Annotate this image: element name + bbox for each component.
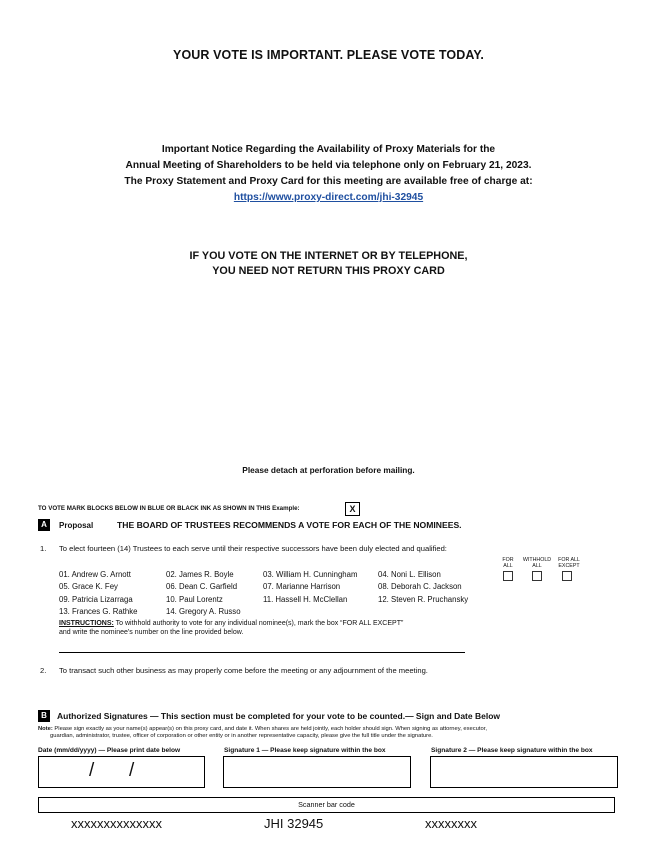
nominee-column-1 [59, 569, 137, 618]
detach-instruction: Please detach at perforation before mailing. [242, 465, 415, 475]
nominee: 04. Noni L. Ellison [378, 570, 441, 579]
signature-2-field[interactable] [430, 756, 618, 788]
nominee: 02. James R. Boyle [166, 570, 234, 579]
internet-notice-line-1: IF YOU VOTE ON THE INTERNET OR BY TELEPHONE, [189, 250, 468, 262]
nominee-column-4 [378, 569, 468, 606]
for-all-checkbox[interactable] [503, 571, 513, 581]
instructions-label: INSTRUCTIONS: [59, 620, 114, 627]
headline: YOUR VOTE IS IMPORTANT. PLEASE VOTE TODAY. [173, 48, 484, 62]
mark-instructions: TO VOTE MARK BLOCKS BELOW IN BLUE OR BLACK INK AS SHOWN IN THIS Example: [38, 505, 300, 512]
option-label: EXCEPT [558, 563, 580, 569]
item-2-text: To transact such other business as may properly come before the meeting or any adjournment of the meeting. [59, 666, 428, 675]
for-all-except-checkbox[interactable] [562, 571, 572, 581]
nominee: 09. Patricia Lizarraga [59, 594, 133, 604]
footer-code-left: xxxxxxxxxxxxxx [71, 816, 162, 831]
signature-1-field[interactable] [223, 756, 411, 788]
for-all-header [496, 557, 520, 569]
withhold-all-header [520, 557, 554, 569]
section-b-badge: B [38, 710, 50, 722]
internet-vote-notice [0, 249, 657, 279]
nominee: 06. Dean C. Garfield [166, 582, 238, 592]
nominee-column-2 [166, 569, 241, 618]
nominee: 08. Deborah C. Jackson [378, 582, 462, 592]
signing-note [38, 726, 618, 740]
nominee: 05. Grace K. Fey [59, 582, 118, 592]
item-1-number: 1. [40, 544, 47, 553]
notice-line-1: Important Notice Regarding the Availability of Proxy Materials for the [161, 144, 496, 155]
item-1-text: To elect fourteen (14) Trustees to each serve until their respective successors have been duly elected and qualified: [59, 544, 447, 553]
authorized-signatures-title: Authorized Signatures — This section must be completed for your vote to be counted.— Sign and Date Below [57, 711, 500, 721]
note-label: Note: [38, 726, 53, 732]
nominee: 13. Frances G. Rathke [59, 606, 138, 616]
scanner-bar-code: Scanner bar code [38, 797, 615, 813]
option-label: ALL [532, 563, 542, 569]
nominee: 10. Paul Lorentz [166, 594, 223, 604]
date-slash: / [129, 760, 135, 781]
nominee: 12. Steven R. Pruchansky [378, 594, 469, 604]
date-slash: / [89, 760, 95, 781]
date-label: Date (mm/dd/yyyy) — Please print date below [38, 747, 181, 754]
nominee-column-3 [263, 569, 357, 606]
nominee: 01. Andrew G. Arnott [59, 570, 131, 579]
option-label: FOR [502, 557, 514, 563]
internet-notice-line-2: YOU NEED NOT RETURN THIS PROXY CARD [212, 265, 445, 277]
example-mark-box: X [345, 502, 360, 516]
proxy-availability-notice [0, 142, 657, 206]
notice-line-2: Annual Meeting of Shareholders to be held via telephone only on February 21, 2023. [125, 160, 532, 171]
section-a-label: Proposal [59, 521, 94, 530]
footer-code-middle: JHI 32945 [264, 816, 324, 831]
nominee: 11. Hassell H. McClellan [263, 594, 348, 604]
option-label: FOR ALL [558, 557, 580, 563]
item-2-number: 2. [40, 666, 47, 675]
note-text-1: Please sign exactly as your name(s) appear(s) on this proxy card, and date it. When shares are held jointly, each holder should sign. When signing as attorney, executor, [52, 726, 487, 732]
section-a-badge: A [38, 519, 50, 531]
for-all-except-header [554, 557, 584, 569]
proxy-materials-link[interactable]: https://www.proxy-direct.com/jhi-32945 [233, 192, 424, 203]
exception-write-in-line[interactable] [59, 652, 465, 653]
option-label: WITHHOLD [522, 557, 552, 563]
date-field[interactable] [38, 756, 205, 788]
notice-line-3: The Proxy Statement and Proxy Card for this meeting are available free of charge at: [124, 176, 533, 187]
instructions-text: To withhold authority to vote for any individual nominee(s), mark the box “FOR ALL EXCEPT” [113, 620, 404, 627]
nominee: 07. Marianne Harrison [263, 582, 341, 592]
signature-2-label: Signature 2 — Please keep signature within the box [431, 747, 593, 754]
board-recommendation: THE BOARD OF TRUSTEES RECOMMENDS A VOTE FOR EACH OF THE NOMINEES. [117, 520, 462, 530]
withhold-all-checkbox[interactable] [532, 571, 542, 581]
instructions-text-2: and write the nominee’s number on the line provided below. [59, 629, 244, 636]
nominee: 03. William H. Cunningham [263, 570, 358, 579]
note-text-2: guardian, administrator, trustee, officer of corporation or other entity or in another representative capacity, please give the full title under the signature. [50, 733, 433, 739]
option-label: ALL [503, 563, 513, 569]
nominee: 14. Gregory A. Russo [166, 606, 241, 616]
footer-code-right: xxxxxxxx [425, 816, 477, 831]
signature-1-label: Signature 1 — Please keep signature within the box [224, 747, 386, 754]
withhold-instructions [59, 619, 403, 637]
